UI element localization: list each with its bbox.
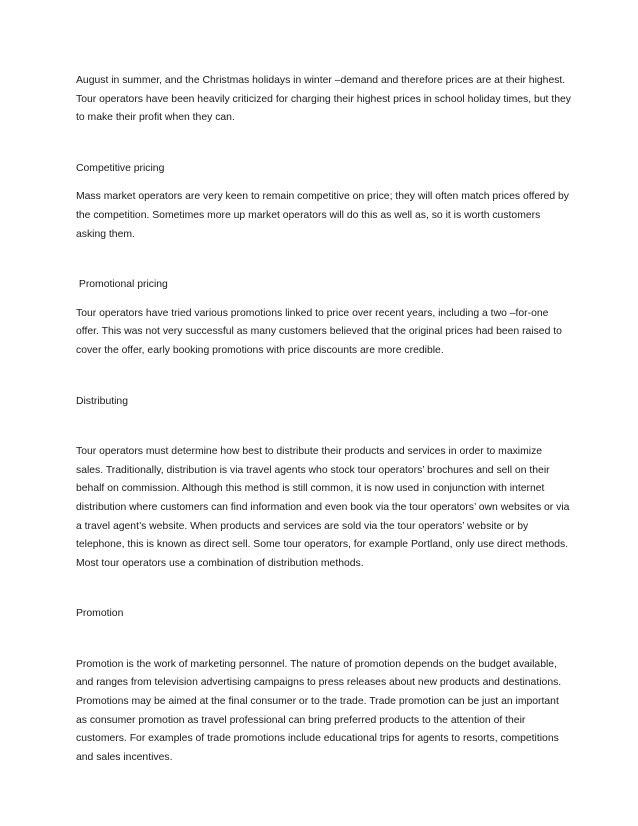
heading-distributing: Distributing	[76, 395, 128, 407]
promotion-paragraph: Promotion is the work of marketing personnel. The nature of promotion depends on the budget available, and ranges from television advertising campaigns to press releases about new products and destinations. Promotions may be aimed at the final consumer or to the trade. Trade promotion can be just an important as consumer promotion as travel professional can bring preferred products to the attention of their customers. For examples of trade promotions include educational trips for agents to resorts, competitions and sales incentives.	[76, 658, 562, 763]
heading-promotional-pricing: Promotional pricing	[76, 279, 168, 291]
document-body	[76, 72, 572, 767]
competitive-pricing-paragraph: Mass market operators are very keen to remain competitive on price; they will often match prices offered by the competition. Sometimes more up market operators will do this as well as, so it is worth customers asking them.	[76, 191, 570, 240]
heading-competitive-pricing: Competitive pricing	[76, 162, 165, 174]
distributing-paragraph: Tour operators must determine how best to distribute their products and services in order to maximize sales. Traditionally, distribution is via travel agents who stock tour operators’ brochures and sell on their behalf on commission. Although this method is still common, it is now used in conjunction with internet distribution where customers can find information and even book via the tour operators’ own websites or via a travel agent’s website. When products and services are sold via the tour operators’ website or by telephone, this is known as direct sell. Some tour operators, for example Portland, only use direct methods. Most tour operators use a combination of distribution methods.	[76, 446, 570, 569]
heading-promotion: Promotion	[76, 608, 124, 620]
promotional-pricing-paragraph: Tour operators have tried various promotions linked to price over recent years, including a two –for-one offer. This was not very successful as many customers believed that the original prices had been raised to cover the offer, early booking promotions with price discounts are more credible.	[76, 307, 562, 356]
intro-paragraph: August in summer, and the Christmas holidays in winter –demand and therefore prices are at their highest. Tour operators have been heavily criticized for charging their highest prices in school holiday times, but they to make their profit when they can.	[76, 75, 571, 124]
